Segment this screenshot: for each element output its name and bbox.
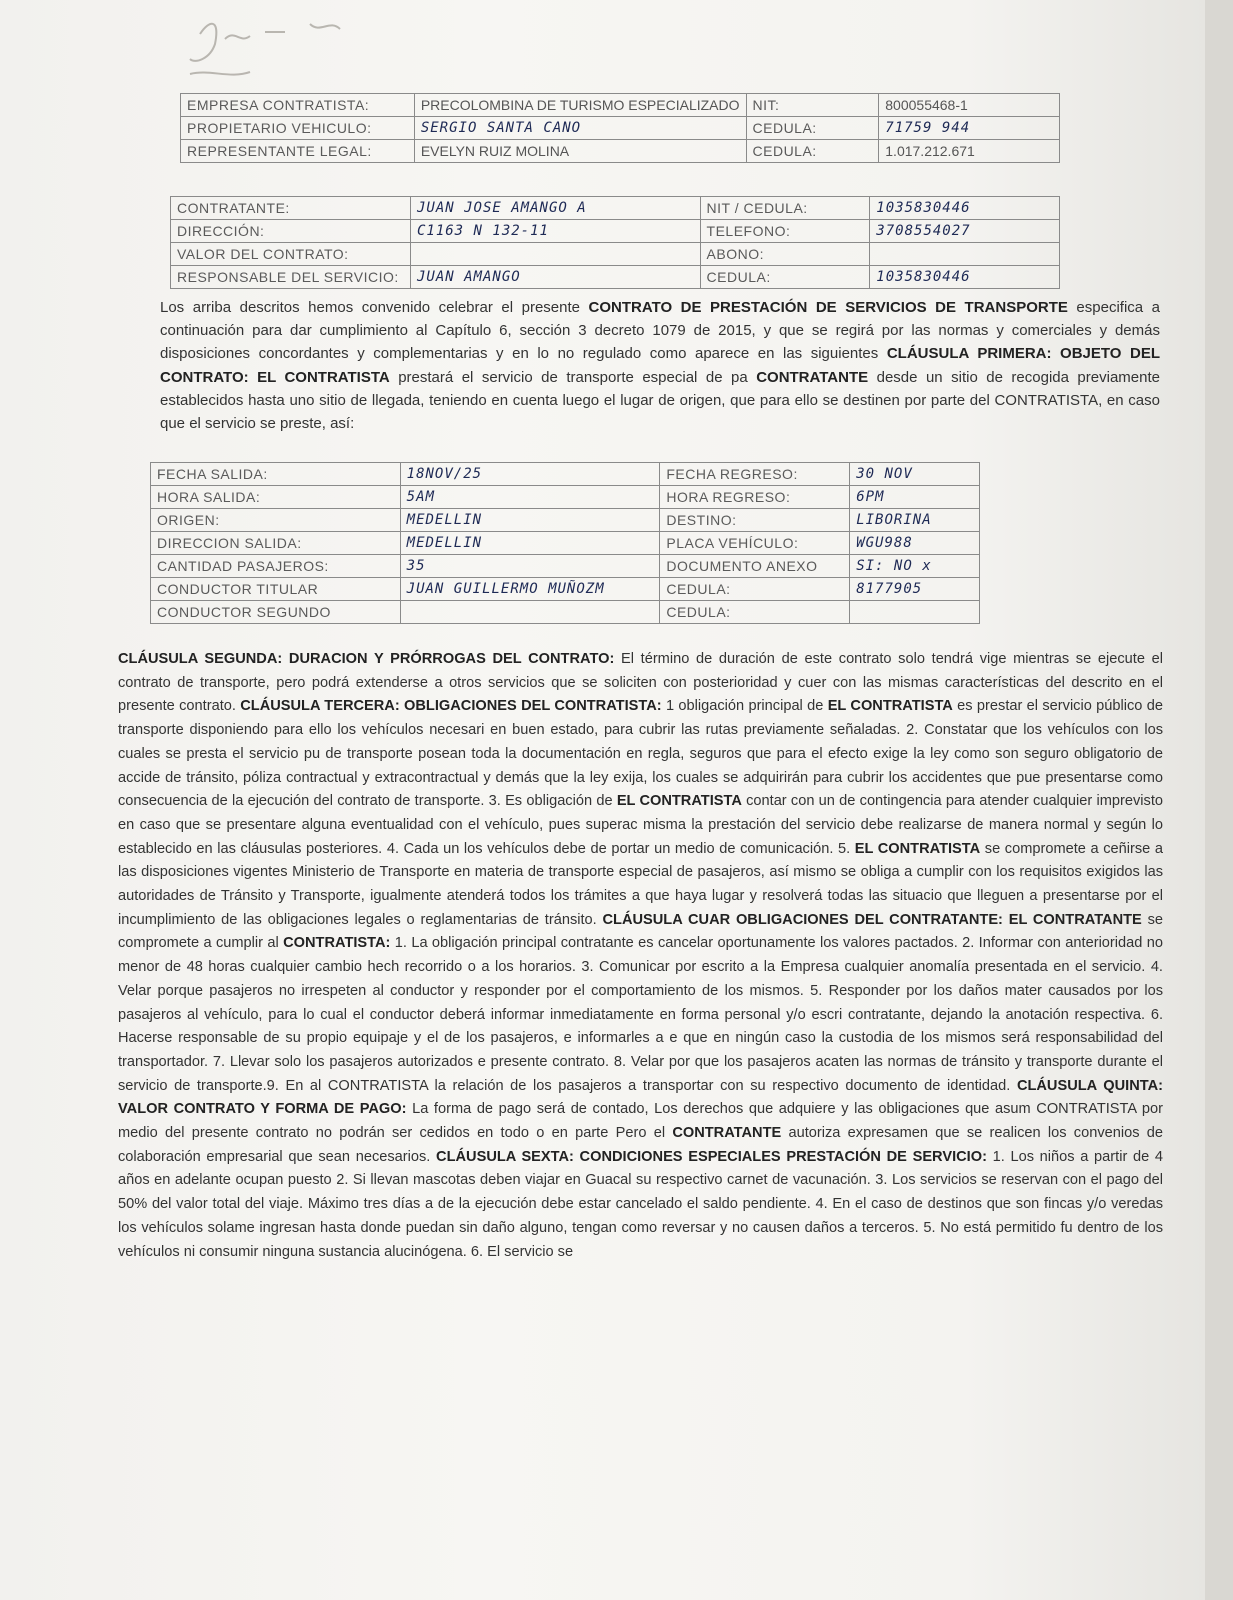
trip-table-value2: 30 NOV <box>850 463 980 486</box>
trip-table-label: CONDUCTOR TITULAR <box>151 578 401 601</box>
clause4-text2: 1. La obligación principal contratante es cancelar oportunamente los valores pactados. 2. Informar con anterioridad no menor de 48 horas cualquier cambio hech recorrido o a los horarios. 3. Comunicar por escrito a la Empresa cualquier anomalía presentada en el servicio. 4. Velar porque pasajeros no irrespeten al conductor y responder por el comportamiento de los mismos. 5. Responder por los daños mater causados por los pasajeros al vehículo, para lo cual el conductor deberá informar inmediatamente en forma personal y/o escri contratante, dejando la anotación respectiva. 6. Hacerse responsable de su propio equipaje y el de los pasajeros, e informarles a e que en ningún caso la custodia de los mismos será responsabilidad del transportador. 7. Llevar solo los pasajeros autorizados e presente contrato. 8. Velar por que los pasajeros acaten las normas de tránsito y transporte durante el servicio de transporte.9. En al CONTRATISTA la relación de los pasajeros a transportar con su respectivo documento de identidad. <box>118 935 1163 1094</box>
trip-table-value2: SI: NO x <box>850 555 980 578</box>
header-table-value2: 71759 944 <box>879 117 1060 140</box>
trip-table-value: 35 <box>400 555 660 578</box>
clause3-text2: es prestar el servicio público de transporte disponiendo para ello los vehículos necesari en buen estado, para cubrir las rutas previamente señaladas. 2. Constatar que los vehículos con los cuales se presta el servicio pu de transporte posean toda la documentación en regla, seguros que para el efecto exige la ley como son seguro obligatorio de accide de tránsito, póliza contractual y extracontractual y demás que la ley exija, los cuales se adquirirán para cubrir los accidentes que pue presentarse como consecuencia de la ejecución del contrato de transporte. 3. Es obligación de <box>118 698 1163 810</box>
clause3-title: CLÁUSULA TERCERA: OBLIGACIONES DEL CONTRATISTA: <box>240 698 662 715</box>
clause1-bold2: CONTRATANTE <box>756 368 869 386</box>
clause3-bold1: EL CONTRATISTA <box>827 698 953 715</box>
trip-table-row <box>151 463 980 486</box>
header-table-value2: 800055468-1 <box>879 94 1060 117</box>
trip-table-value: MEDELLIN <box>400 532 660 555</box>
trip-table <box>150 462 980 624</box>
clause1-text: prestará el servicio de transporte especial de pa <box>389 368 757 386</box>
client-table-label: DIRECCIÓN: <box>171 220 411 243</box>
client-table <box>170 196 1060 289</box>
intro-bold: CONTRATO DE PRESTACIÓN DE SERVICIOS DE TRANSPORTE <box>588 299 1068 316</box>
client-table-row <box>171 220 1060 243</box>
trip-table-value2: LIBORINA <box>850 509 980 532</box>
client-table-value: JUAN JOSE AMANGO A <box>410 197 700 220</box>
clause4-bold1: CONTRATISTA: <box>283 935 391 952</box>
client-table-label2: CEDULA: <box>700 266 870 289</box>
clause2-text: El término de duración de este contrato solo tendrá vige mientras se ejecute el contrato de transporte, pero podrá extenderse a otros servicios que se soliciten con posterioridad y cuer con las mismas características del descrito en el presente contrato. <box>118 651 1163 715</box>
trip-table-label2: CEDULA: <box>660 578 850 601</box>
client-table-value2 <box>870 243 1060 266</box>
intro-text: Los arriba descritos hemos convenido celebrar el presente <box>160 299 589 316</box>
trip-table-value <box>400 601 660 624</box>
client-table-value2: 3708554027 <box>870 220 1060 243</box>
client-table-value2: 1035830446 <box>870 266 1060 289</box>
header-table-value: EVELYN RUIZ MOLINA <box>414 140 746 163</box>
clause5-title: CLÁUSULA QUINTA: VALOR CONTRATO Y FORMA DE PAGO: <box>118 1077 1163 1118</box>
trip-table-label: HORA SALIDA: <box>151 486 401 509</box>
client-table-label: VALOR DEL CONTRATO: <box>171 243 411 266</box>
client-table-label2: TELEFONO: <box>700 220 870 243</box>
trip-table-row <box>151 555 980 578</box>
client-table-label: CONTRATANTE: <box>171 197 411 220</box>
intro-paragraph <box>160 296 1160 435</box>
client-table-label2: NIT / CEDULA: <box>700 197 870 220</box>
header-table-label2: CEDULA: <box>746 117 879 140</box>
trip-table-value: 5AM <box>400 486 660 509</box>
trip-table-row <box>151 486 980 509</box>
trip-table-row <box>151 601 980 624</box>
clause5-text1: La forma de pago será de contado, Los derechos que adquiere y las obligaciones que asum CONTRATISTA por medio del presente contrato no podrán ser cedidos en todo o en parte Pero el <box>118 1101 1163 1142</box>
clause2-title: CLÁUSULA SEGUNDA: DURACION Y PRÓRROGAS DEL CONTRATO: <box>118 651 615 667</box>
client-table-value <box>410 243 700 266</box>
header-table-label2: CEDULA: <box>746 140 879 163</box>
client-table-value2: 1035830446 <box>870 197 1060 220</box>
header-table-value: PRECOLOMBINA DE TURISMO ESPECIALIZADO <box>414 94 746 117</box>
clause6-text: 1. Los niños a partir de 4 años en adelante ocupan puesto 2. Si llevan mascotas deben viajar en Guacal su respectivo carnet de vacunación. 3. Los servicios se reservan con el pago del 50% del valor total del viaje. Máximo tres días a de la ejecución debe estar cancelado el saldo pendiente. 4. En el caso de destinos que son fincas y/o veredas los vehículos solame ingresan hasta donde puedan sin daño alguno, tengan como reversar y no causen daños a terceros. 5. No está permitido fu dentro de los vehículos ni consumir ninguna sustancia alucinógena. 6. El servicio se <box>118 1148 1164 1260</box>
trip-table-value: JUAN GUILLERMO MUÑOZM <box>400 578 660 601</box>
clause5-bold1: CONTRATANTE <box>672 1125 782 1142</box>
trip-table-label2: DOCUMENTO ANEXO <box>660 555 850 578</box>
company-table <box>180 93 1060 163</box>
intro-rest: especifica a continuación para dar cumplimiento al Capítulo 6, sección 3 decreto 1079 de 2015, y que se regirá por las normas y comerciales y demás disposiciones concordantes y complementarias y en lo no regulado como aparece en las siguientes <box>160 299 1160 363</box>
clause3-bold3: EL CONTRATISTA <box>854 840 981 857</box>
clause1-title: CLÁUSULA PRIMERA: OBJETO DEL CONTRATO: EL CONTRATISTA <box>160 345 1161 386</box>
clause5-text2: autoriza expresamen que se realicen los convenios de colaboración empresarial que sean necesarios. <box>118 1125 1164 1165</box>
trip-table-label: ORIGEN: <box>151 509 401 532</box>
trip-table-label2: PLACA VEHÍCULO: <box>660 532 850 555</box>
trip-table-value2: 8177905 <box>850 578 980 601</box>
client-table-value: C1163 N 132-11 <box>410 220 700 243</box>
trip-table-value2: WGU988 <box>850 532 980 555</box>
header-table-value2: 1.017.212.671 <box>879 140 1060 163</box>
clause6-title: CLÁUSULA SEXTA: CONDICIONES ESPECIALES PRESTACIÓN DE SERVICIO: <box>436 1148 987 1165</box>
handwritten-scribble <box>180 14 400 84</box>
client-table-row <box>171 197 1060 220</box>
clause4-title: CLÁUSULA CUAR OBLIGACIONES DEL CONTRATANTE: EL CONTRATANTE <box>602 911 1142 928</box>
trip-table-row <box>151 532 980 555</box>
header-table-row <box>181 94 1060 117</box>
clause3-text1: 1 obligación principal de <box>661 698 828 715</box>
header-table-row <box>181 140 1060 163</box>
trip-table-label: CONDUCTOR SEGUNDO <box>151 601 401 624</box>
company-table-body <box>181 94 1060 163</box>
trip-table-value2 <box>850 601 980 624</box>
clause1-rest: desde un sitio de recogida previamente establecidos hasta uno sitio de llegada, teniendo en cuenta luego el lugar de origen, que para ello se destinen por parte del CONTRATISTA, en caso que el servicio se preste, así: <box>160 368 1160 433</box>
trip-table-body <box>151 463 980 624</box>
trip-table-label2: HORA REGRESO: <box>660 486 850 509</box>
client-table-body <box>171 197 1060 289</box>
clauses-body <box>118 648 1163 1264</box>
trip-table-label2: CEDULA: <box>660 601 850 624</box>
trip-table-label2: DESTINO: <box>660 509 850 532</box>
client-table-label: RESPONSABLE DEL SERVICIO: <box>171 266 411 289</box>
trip-table-row <box>151 509 980 532</box>
header-table-label: PROPIETARIO VEHICULO: <box>181 117 415 140</box>
header-table-label: REPRESENTANTE LEGAL: <box>181 140 415 163</box>
client-table-label2: ABONO: <box>700 243 870 266</box>
trip-table-label: CANTIDAD PASAJEROS: <box>151 555 401 578</box>
trip-table-value2: 6PM <box>850 486 980 509</box>
header-table-label: EMPRESA CONTRATISTA: <box>181 94 415 117</box>
background-surface <box>1205 0 1233 1600</box>
client-table-row <box>171 243 1060 266</box>
trip-table-label2: FECHA REGRESO: <box>660 463 850 486</box>
trip-table-row <box>151 578 980 601</box>
trip-table-label: FECHA SALIDA: <box>151 463 401 486</box>
trip-table-value: MEDELLIN <box>400 509 660 532</box>
clause3-text3: contar con un de contingencia para atender cualquier imprevisto en caso que se presentare alguna eventualidad con el vehículo, pues superac misma la prestación del servicio debe realizarse de manera normal y según lo establecido en las cláusulas posteriores. 4. Cada un los vehículos debe de portar un medio de comunicación. 5. <box>118 793 1163 857</box>
header-table-row <box>181 117 1060 140</box>
header-table-label2: NIT: <box>746 94 879 117</box>
trip-table-value: 18NOV/25 <box>400 463 660 486</box>
client-table-row <box>171 266 1060 289</box>
trip-table-label: DIRECCION SALIDA: <box>151 532 401 555</box>
header-table-value: SERGIO SANTA CANO <box>414 117 746 140</box>
clause3-text4: se compromete a ceñirse a las disposiciones vigentes Ministerio de Transporte en materia de transporte especial de pasajeros, así mismo se obliga a cumplir con los requisitos exigidos las autoridades de Tránsito y Transporte, igualmente atenderá todos los trámites a que haya lugar y resolverá todas las situacio que lleguen a presentarse por el incumplimiento de las obligaciones legales o reglamentarias de tránsito. <box>118 840 1163 928</box>
clause3-bold2: EL CONTRATISTA <box>616 793 742 810</box>
client-table-value: JUAN AMANGO <box>410 266 700 289</box>
clause4-text1: se compromete a cumplir al <box>118 911 1163 952</box>
